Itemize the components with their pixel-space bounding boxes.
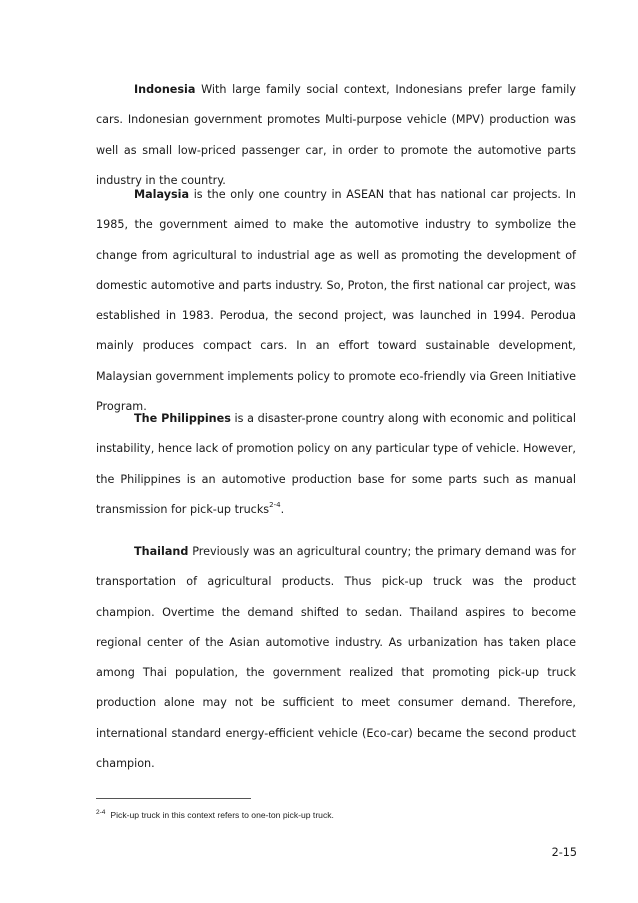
footnote-divider	[96, 798, 251, 799]
footnote-marker: 2-4	[96, 809, 106, 816]
paragraph-malaysia	[96, 180, 576, 422]
page-number: 2-15	[551, 846, 577, 859]
paragraph-philippines	[96, 404, 576, 525]
paragraph-indonesia	[96, 75, 576, 196]
heading-malaysia: Malaysia	[134, 188, 190, 201]
text-malaysia: is the only one country in ASEAN that has national car projects. In 1985, the government aimed to make the automotive industry to symbolize the change from agricultural to industrial age as well as promoting the development of domestic automotive and parts industry. So, Proton, the first national car project, was established in 1983. Perodua, the second project, was launched in 1994. Perodua mainly produces compact cars. In an effort toward sustainable development, Malaysian government implements policy to promote eco-friendly via Green Initiative Program.	[96, 188, 576, 414]
footnote	[96, 810, 576, 820]
footnote-text: Pick-up truck in this context refers to one-ton pick-up truck.	[110, 810, 334, 820]
heading-thailand: Thailand	[134, 545, 189, 558]
heading-philippines: The Philippines	[134, 412, 231, 425]
heading-indonesia: Indonesia	[134, 83, 196, 96]
paragraph-thailand	[96, 537, 576, 779]
text-thailand: Previously was an agricultural country; the primary demand was for transportation of agricultural products. Thus pick-up truck was the product champion. Overtime the demand shifted to sedan. Thailand aspires to become regional center of the Asian automotive industry. As urbanization has taken place among Thai population, the government realized that promoting pick-up truck production alone may not be sufficient to meet consumer demand. Therefore, international standard energy-efficient vehicle (Eco-car) became the second product champion.	[96, 545, 576, 771]
text-philippines: is a disaster-prone country along with economic and political instability, hence lack of promotion policy on any particular type of vehicle. However, the Philippines is an automotive production base for some parts such as manual transmission for pick-up trucks	[96, 412, 577, 516]
footnote-reference[interactable]: 2-4	[269, 500, 281, 509]
text-indonesia: With large family social context, Indonesians prefer large family cars. Indonesian government promotes Multi-purpose vehicle (MPV) production was well as small low-priced passenger car, in order to promote the automotive parts industry in the country.	[96, 83, 576, 187]
text-philippines-end: .	[280, 502, 285, 516]
